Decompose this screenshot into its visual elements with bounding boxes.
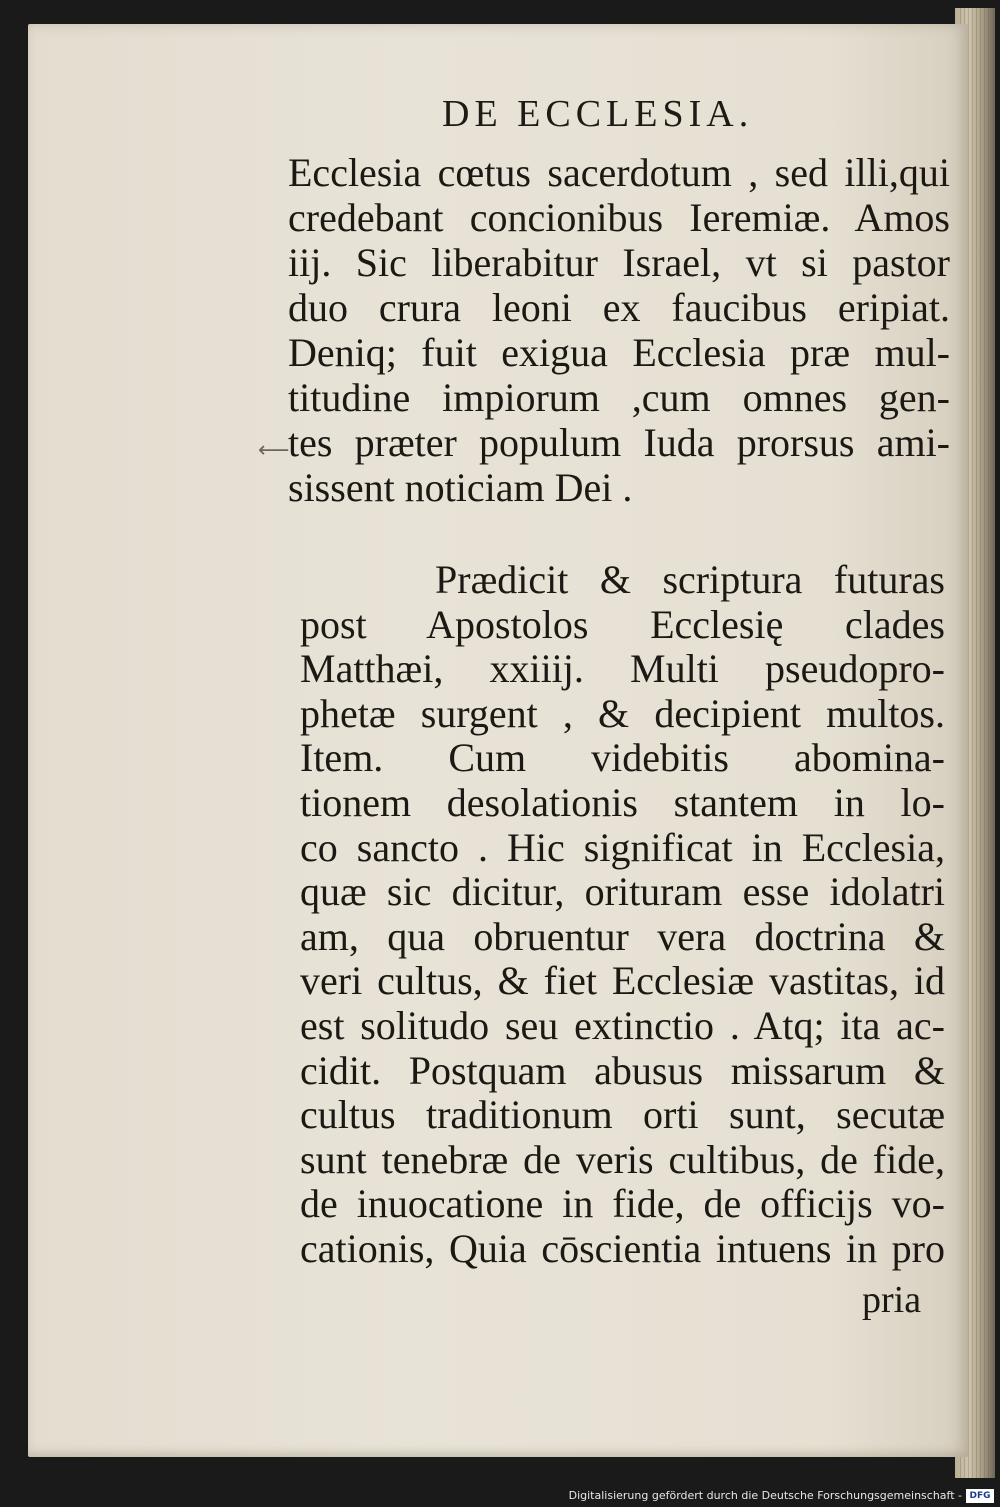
text-line: post Apostolos Ecclesię clades bbox=[300, 601, 945, 647]
digitization-credit: Digitalisierung gefördert durch die Deutsche Forschungsgemeinschaft - bbox=[568, 1489, 962, 1502]
text-line: cultus traditionum orti sunt, secutæ bbox=[300, 1092, 945, 1138]
text-line: co sancto . Hic significat in Ecclesia, bbox=[300, 824, 945, 870]
text-line: Ecclesia cœtus sacerdotum , sed illi,qui bbox=[288, 150, 950, 195]
text-line: Deniq; fuit exigua Ecclesia præ mul- bbox=[288, 330, 950, 375]
text-line: tes præter populum Iuda prorsus ami- bbox=[288, 420, 950, 465]
text-line: iij. Sic liberabitur Israel, vt si pastor bbox=[288, 240, 950, 285]
text-line: am, qua obruentur vera doctrina & bbox=[300, 913, 945, 959]
text-line: duo crura leoni ex faucibus eripiat. bbox=[288, 285, 950, 330]
text-line: Matthæi, xxiiij. Multi pseudopro- bbox=[300, 646, 945, 692]
text-line: veri cultus, & fiet Ecclesiæ vastitas, id bbox=[300, 958, 945, 1004]
margin-pointer-mark: ⟵ bbox=[258, 438, 290, 463]
text-line: Prædicit & scriptura futuras bbox=[435, 557, 945, 602]
catchword: pria bbox=[862, 1279, 922, 1321]
running-head: DE ECCLESIA. bbox=[442, 93, 754, 135]
text-line: phetæ surgent , & decipient multos. bbox=[300, 690, 945, 736]
text-line: est solitudo seu extinctio . Atq; ita ac- bbox=[300, 1002, 945, 1048]
paragraph-1 bbox=[288, 150, 950, 510]
text-line: sunt tenebræ de veris cultibus, de fide, bbox=[300, 1136, 945, 1182]
text-line: titudine impiorum ,cum omnes gen- bbox=[288, 375, 950, 420]
paragraph-2 bbox=[300, 558, 945, 1272]
text-line: cationis, Quia cōscientia intuens in pro bbox=[300, 1225, 945, 1271]
text-line: tionem desolationis stantem in lo- bbox=[300, 779, 945, 825]
text-line: cidit. Postquam abusus missarum & bbox=[300, 1047, 945, 1093]
text-line: quæ sic dicitur, orituram esse idolatri bbox=[300, 869, 945, 915]
text-line: sissent noticiam Dei . bbox=[288, 465, 633, 510]
text-line: Item. Cum videbitis abomina- bbox=[300, 735, 945, 781]
text-line: credebant concionibus Ieremiæ. Amos bbox=[288, 195, 950, 240]
dfg-logo: DFG bbox=[966, 1489, 994, 1503]
text-line: de inuocatione in fide, de officijs vo- bbox=[300, 1181, 945, 1227]
